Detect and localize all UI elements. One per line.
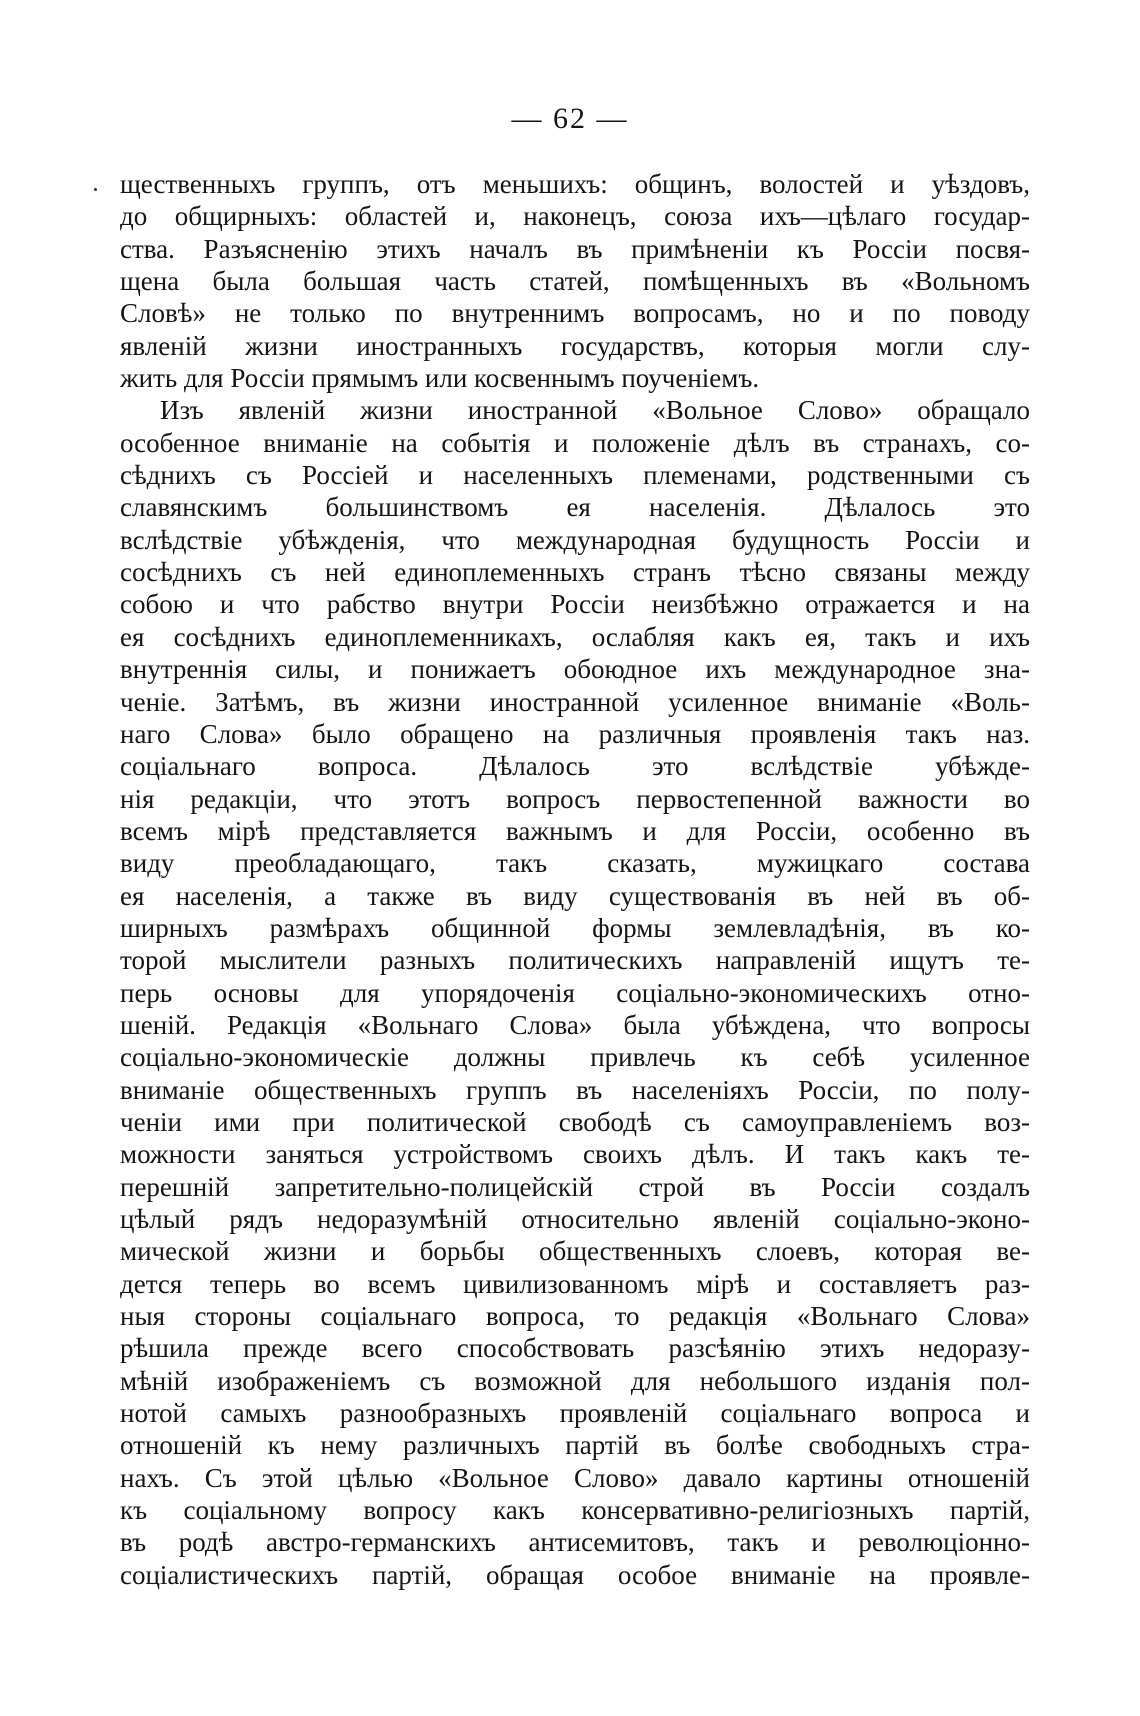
text-line: вслѣдствіе убѣжденія, что международная будущность Россіи и [120, 524, 1030, 555]
text-line: ныя стороны соціальнаго вопроса, то редакція «Вольнаго Слова» [120, 1301, 1030, 1332]
text-line: особенное вниманіе на событія и положеніе дѣлъ въ странахъ, со- [120, 427, 1030, 458]
text-line: перь основы для упорядоченія соціально-экономическихъ отно- [120, 977, 1030, 1008]
text-line: мѣній изображеніемъ съ возможной для небольшого изданія пол- [120, 1365, 1030, 1396]
text-line: явленій жизни иностранныхъ государствъ, которыя могли слу- [120, 330, 1030, 361]
margin-mark [94, 188, 97, 191]
text-line: соціально-экономическіе должны привлечь къ себѣ усиленное [120, 1042, 1030, 1073]
text-line: ченіе. Затѣмъ, въ жизни иностранной усиленное вниманіе «Воль- [120, 686, 1030, 717]
text-line: всемъ мірѣ представляется важнымъ и для Россіи, особенно въ [120, 815, 1030, 846]
text-line: виду преобладающаго, такъ сказать, мужицкаго состава [120, 848, 1030, 879]
text-line: вниманіе общественныхъ группъ въ населеніяхъ Россіи, по полу- [120, 1074, 1030, 1105]
text-line: цѣлый рядъ недоразумѣній относительно явленій соціально-эконо- [120, 1204, 1030, 1234]
text-line: щена была большая часть статей, помѣщенныхъ въ «Вольномъ [120, 266, 1030, 297]
body-text [120, 168, 1030, 1591]
text-line: къ соціальному вопросу какъ консервативно-религіозныхъ партій, [120, 1495, 1030, 1526]
text-line: перешній запретительно-полицейскій строй въ Россіи создалъ [120, 1171, 1030, 1202]
page-number: — 62 — [511, 102, 629, 135]
text-line: ея сосѣднихъ единоплеменникахъ, ослабляя какъ ея, такъ и ихъ [120, 621, 1030, 652]
text-line: въ родѣ австро-германскихъ антисемитовъ, такъ и революціонно- [120, 1527, 1030, 1558]
text-line: жить для Россіи прямымъ или косвеннымъ поученіемъ. [120, 363, 760, 394]
paragraph-first-line: Изъ явленій жизни иностранной «Вольное Слово» обращало [160, 395, 1030, 426]
text-line: собою и что рабство внутри Россіи неизбѣжно отражается и на [120, 589, 1030, 620]
text-line: ченіи ими при политической свободѣ съ самоуправленіемъ воз- [120, 1106, 1030, 1137]
text-line: соціалистическихъ партій, обращая особое вниманіе на проявле- [120, 1559, 1030, 1590]
text-line: соціальнаго вопроса. Дѣлалось это вслѣдствіе убѣжде- [120, 751, 1030, 782]
text-line: мической жизни и борьбы общественныхъ слоевъ, которая ве- [120, 1236, 1030, 1267]
text-line: можности заняться устройствомъ своихъ дѣлъ. И такъ какъ те- [120, 1139, 1030, 1170]
text-line: сосѣднихъ съ ней единоплеменныхъ странъ тѣсно связаны между [120, 557, 1030, 588]
text-line: внутреннія силы, и понижаетъ обоюдное ихъ международное зна- [120, 654, 1030, 685]
text-line: славянскимъ большинствомъ ея населенія. Дѣлалось это [120, 492, 1030, 523]
text-line: сѣднихъ съ Россіей и населенныхъ племенами, родственными съ [120, 460, 1030, 491]
text-line: ства. Разъясненію этихъ началъ въ примѣненіи къ Россіи посвя- [120, 233, 1030, 264]
text-line: до общирныхъ: областей и, наконецъ, союза ихъ—цѣлаго государ- [120, 201, 1030, 232]
text-line: шеній. Редакція «Вольнаго Слова» была убѣждена, что вопросы [120, 1009, 1030, 1040]
text-line: наго Слова» было обращено на различныя проявленія такъ наз. [120, 718, 1030, 749]
text-line: рѣшила прежде всего способствовать разсѣянію этихъ недоразу- [120, 1333, 1030, 1364]
text-line: Словѣ» не только по внутреннимъ вопросамъ, но и по поводу [120, 298, 1030, 329]
text-line: торой мыслители разныхъ политическихъ направленій ищутъ те- [120, 945, 1030, 976]
text-line: щественныхъ группъ, отъ меньшихъ: общинъ, волостей и уѣздовъ, [120, 169, 1030, 199]
text-line: нія редакціи, что этотъ вопросъ первостепенной важности во [120, 783, 1030, 814]
text-line: ея населенія, а также въ виду существованія въ ней въ об- [120, 880, 1030, 911]
text-line: дется теперь во всемъ цивилизованномъ мірѣ и составляетъ раз- [120, 1268, 1030, 1299]
text-line: нотой самыхъ разнообразныхъ проявленій соціальнаго вопроса и [120, 1398, 1030, 1429]
text-line: нахъ. Съ этой цѣлью «Вольное Слово» давало картины отношеній [120, 1462, 1030, 1493]
text-line: отношеній къ нему различныхъ партій въ болѣе свободныхъ стра- [120, 1430, 1030, 1461]
text-line: ширныхъ размѣрахъ общинной формы землевладѣнія, въ ко- [120, 912, 1030, 943]
